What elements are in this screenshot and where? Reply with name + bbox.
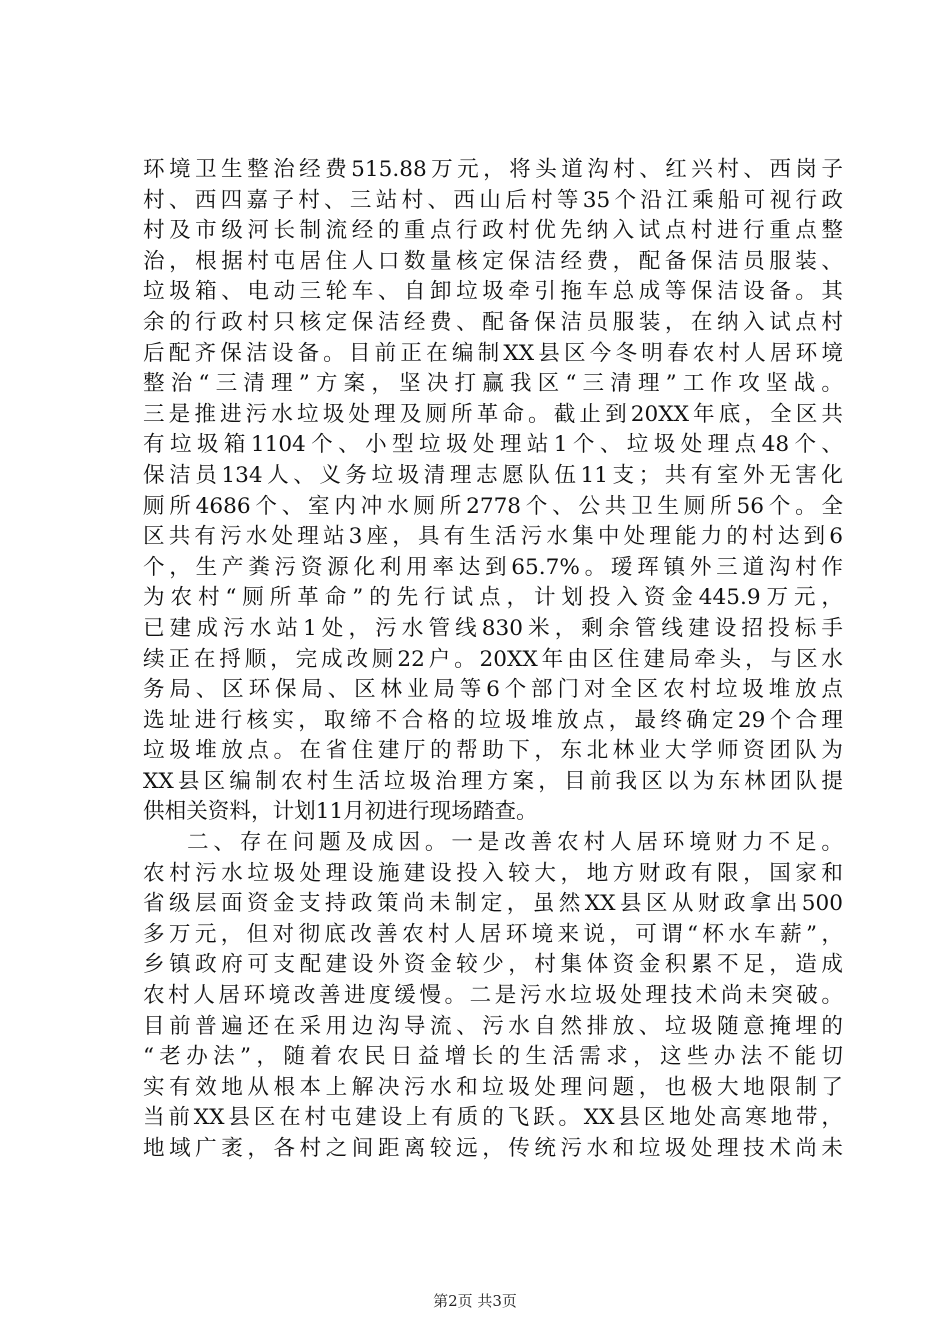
text-line: 三是推进污水垃圾处理及厕所革命。截止到20XX年底，全区共 [143, 401, 843, 427]
text-line: 当前XX县区在村屯建设上有质的飞跃。XX县区地处高寒地带， [143, 1105, 843, 1131]
text-line: 已建成污水站1处，污水管线830米，剩余管线建设招投标手 [143, 615, 843, 641]
text-line: 地域广袤，各村之间距离较远，传统污水和垃圾处理技术尚未 [143, 1136, 843, 1161]
text-line: 区共有污水处理站3座，具有生活污水集中处理能力的村达到6 [143, 524, 843, 550]
page-footer: 第2页 共3页 [433, 1292, 517, 1310]
text-line: 务局、区环保局、区林业局等6个部门对全区农村垃圾堆放点 [143, 677, 843, 703]
text-line: 供相关资料，计划11月初进行现场踏查。 [143, 799, 538, 825]
body-text [143, 155, 843, 1165]
text-line: “老办法”，随着农民日益增长的生活需求，这些办法不能切 [143, 1044, 843, 1070]
text-line: 保洁员134人、义务垃圾清理志愿队伍11支；共有室外无害化 [143, 462, 843, 488]
text-line: 垃圾堆放点。在省住建厅的帮助下，东北林业大学师资团队为 [143, 738, 843, 764]
text-line: XX县区编制农村生活垃圾治理方案，目前我区以为东林团队提 [143, 768, 843, 794]
text-line: 选址进行核实，取缔不合格的垃圾堆放点，最终确定29个合理 [143, 707, 843, 733]
text-line: 二、存在问题及成因。一是改善农村人居环境财力不足。 [187, 830, 843, 856]
text-line: 治，根据村屯居住人口数量核定保洁经费，配备保洁员服装、 [143, 248, 843, 274]
text-line: 多万元，但对彻底改善农村人居环境来说，可谓“杯水车薪”， [143, 921, 843, 947]
text-line: 农村污水垃圾处理设施建设投入较大，地方财政有限，国家和 [143, 860, 843, 886]
text-line: 实有效地从根本上解决污水和垃圾处理问题，也极大地限制了 [143, 1074, 843, 1100]
text-line: 村、西四嘉子村、三站村、西山后村等35个沿江乘船可视行政 [143, 187, 843, 213]
text-line: 余的行政村只核定保洁经费、配备保洁员服装，在纳入试点村 [143, 309, 843, 335]
text-line: 乡镇政府可支配建设外资金较少，村集体资金积累不足，造成 [143, 952, 843, 978]
text-line: 省级层面资金支持政策尚未制定，虽然XX县区从财政拿出500 [143, 891, 843, 917]
text-line: 厕所4686个、室内冲水厕所2778个、公共卫生厕所56个。全 [143, 493, 843, 519]
text-line: 村及市级河长制流经的重点行政村优先纳入试点村进行重点整 [143, 218, 843, 244]
text-line: 目前普遍还在采用边沟导流、污水自然排放、垃圾随意掩埋的 [143, 1013, 843, 1039]
text-line: 农村人居环境改善进度缓慢。二是污水垃圾处理技术尚未突破。 [143, 983, 843, 1009]
text-line: 有垃圾箱1104个、小型垃圾处理站1个、垃圾处理点48个、 [143, 432, 843, 458]
text-line: 为农村“厕所革命”的先行试点，计划投入资金445.9万元， [143, 585, 843, 611]
text-line: 整治“三清理”方案，坚决打赢我区“三清理”工作攻坚战。 [143, 371, 843, 397]
text-line: 个，生产粪污资源化利用率达到65.7%。瑷珲镇外三道沟村作 [143, 554, 843, 580]
text-line: 环境卫生整治经费515.88万元，将头道沟村、红兴村、西岗子 [143, 157, 843, 182]
text-line: 后配齐保洁设备。目前正在编制XX县区今冬明春农村人居环境 [143, 340, 843, 366]
text-line: 续正在捋顺，完成改厕22户。20XX年由区住建局牵头，与区水 [143, 646, 843, 672]
text-line: 垃圾箱、电动三轮车、自卸垃圾牵引拖车总成等保洁设备。其 [143, 279, 843, 305]
